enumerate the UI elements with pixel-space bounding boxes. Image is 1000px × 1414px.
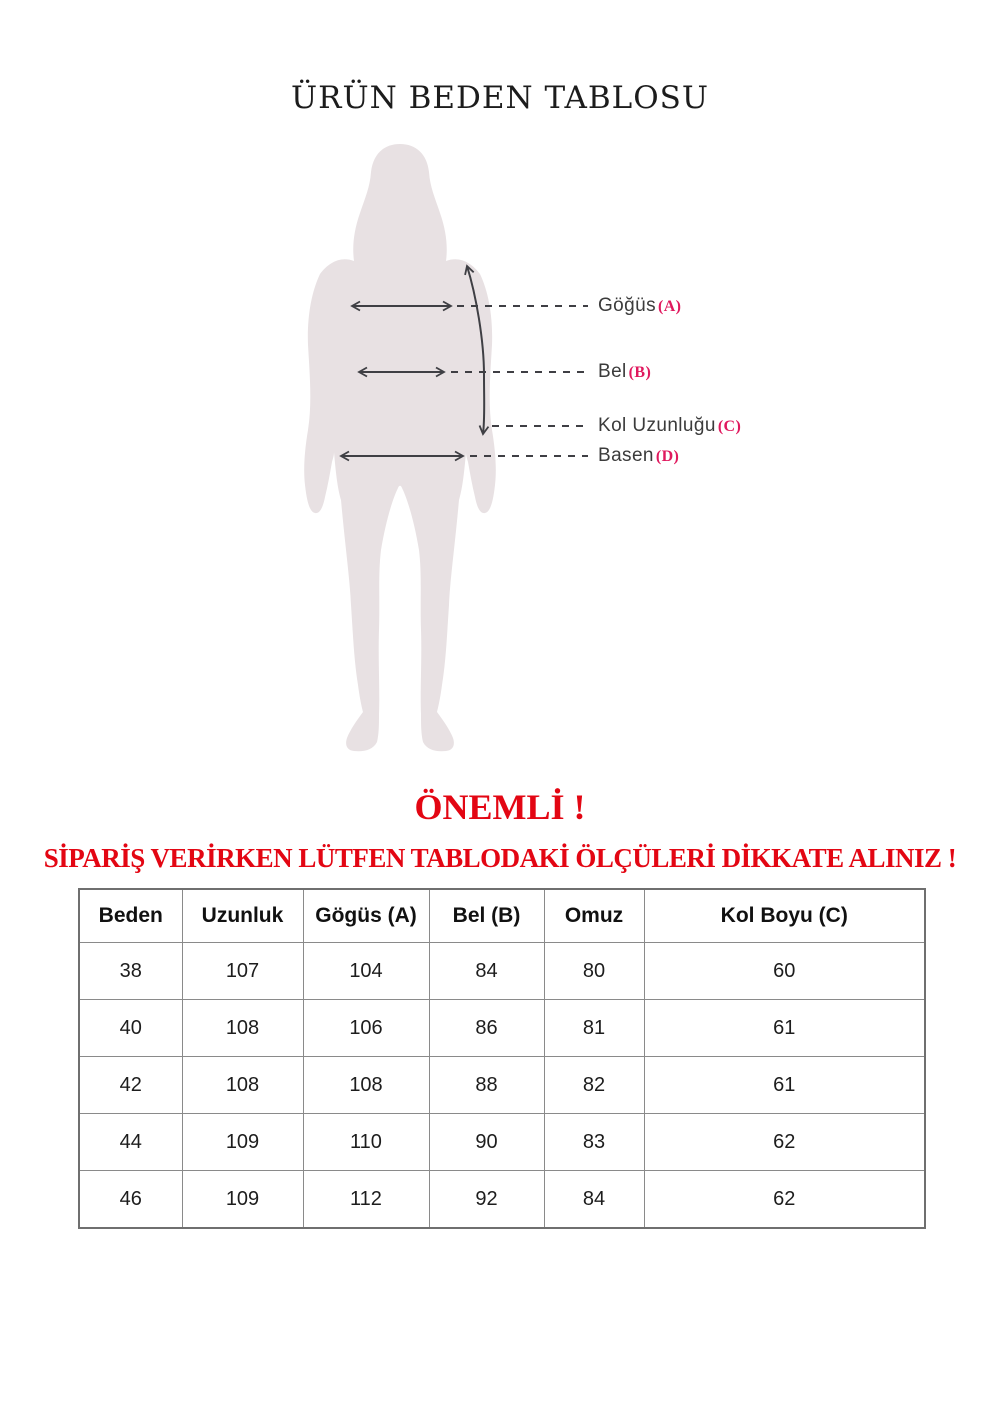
size-cell: 92	[429, 1171, 544, 1229]
size-cell: 110	[303, 1114, 429, 1171]
table-row-size-38	[79, 943, 925, 1000]
size-cell: 82	[544, 1057, 644, 1114]
size-cell: 90	[429, 1114, 544, 1171]
size-cell: 61	[644, 1057, 925, 1114]
size-cell: 84	[544, 1171, 644, 1229]
size-cell: 81	[544, 1000, 644, 1057]
size-cell: 80	[544, 943, 644, 1000]
size-cell: 108	[182, 1000, 303, 1057]
size-cell: 62	[644, 1114, 925, 1171]
measure-label-kol-uzunlugu	[598, 415, 741, 437]
page-title: ÜRÜN BEDEN TABLOSU	[291, 80, 709, 116]
body-silhouette	[304, 144, 496, 751]
col-header-bel: Bel (B)	[429, 889, 544, 943]
size-cell: 40	[79, 1000, 182, 1057]
size-cell: 109	[182, 1114, 303, 1171]
measure-label-text: Basen	[598, 445, 654, 466]
size-cell: 62	[644, 1171, 925, 1229]
size-cell: 38	[79, 943, 182, 1000]
size-cell: 88	[429, 1057, 544, 1114]
measure-label-text: Kol Uzunluğu	[598, 415, 716, 436]
measure-key-c: (C)	[717, 418, 742, 435]
table-header-row	[79, 889, 925, 943]
size-cell: 86	[429, 1000, 544, 1057]
table-row-size-40	[79, 1000, 925, 1057]
col-header-gogus: Gögüs (A)	[303, 889, 429, 943]
size-cell: 42	[79, 1057, 182, 1114]
female-body-silhouette-figure	[280, 138, 610, 763]
size-cell: 60	[644, 943, 925, 1000]
table-row-size-46	[79, 1171, 925, 1229]
important-heading: ÖNEMLİ !	[414, 787, 586, 827]
table-row-size-42	[79, 1057, 925, 1114]
col-header-kol-boyu: Kol Boyu (C)	[644, 889, 925, 943]
size-cell: 109	[182, 1171, 303, 1229]
size-cell: 108	[303, 1057, 429, 1114]
measure-label-gogus	[598, 295, 681, 317]
size-cell: 46	[79, 1171, 182, 1229]
measure-label-text: Bel	[598, 361, 627, 382]
size-cell: 112	[303, 1171, 429, 1229]
measure-key-a: (A)	[657, 298, 682, 315]
size-cell: 83	[544, 1114, 644, 1171]
measure-label-text: Göğüs	[598, 295, 656, 316]
col-header-omuz: Omuz	[544, 889, 644, 943]
size-table	[78, 888, 926, 1229]
table-row-size-44	[79, 1114, 925, 1171]
size-cell: 108	[182, 1057, 303, 1114]
size-cell: 107	[182, 943, 303, 1000]
size-cell: 84	[429, 943, 544, 1000]
size-cell: 44	[79, 1114, 182, 1171]
measure-label-basen	[598, 445, 679, 467]
col-header-beden: Beden	[79, 889, 182, 943]
measurement-diagram	[0, 138, 1000, 763]
size-cell: 106	[303, 1000, 429, 1057]
measure-key-d: (D)	[655, 448, 680, 465]
warning-text: SİPARİŞ VERİRKEN LÜTFEN TABLODAKİ ÖLÇÜLERİ DİKKATE ALINIZ !	[43, 843, 957, 873]
size-cell: 104	[303, 943, 429, 1000]
col-header-uzunluk: Uzunluk	[182, 889, 303, 943]
measure-key-b: (B)	[628, 364, 652, 381]
measure-label-bel	[598, 361, 651, 383]
size-cell: 61	[644, 1000, 925, 1057]
